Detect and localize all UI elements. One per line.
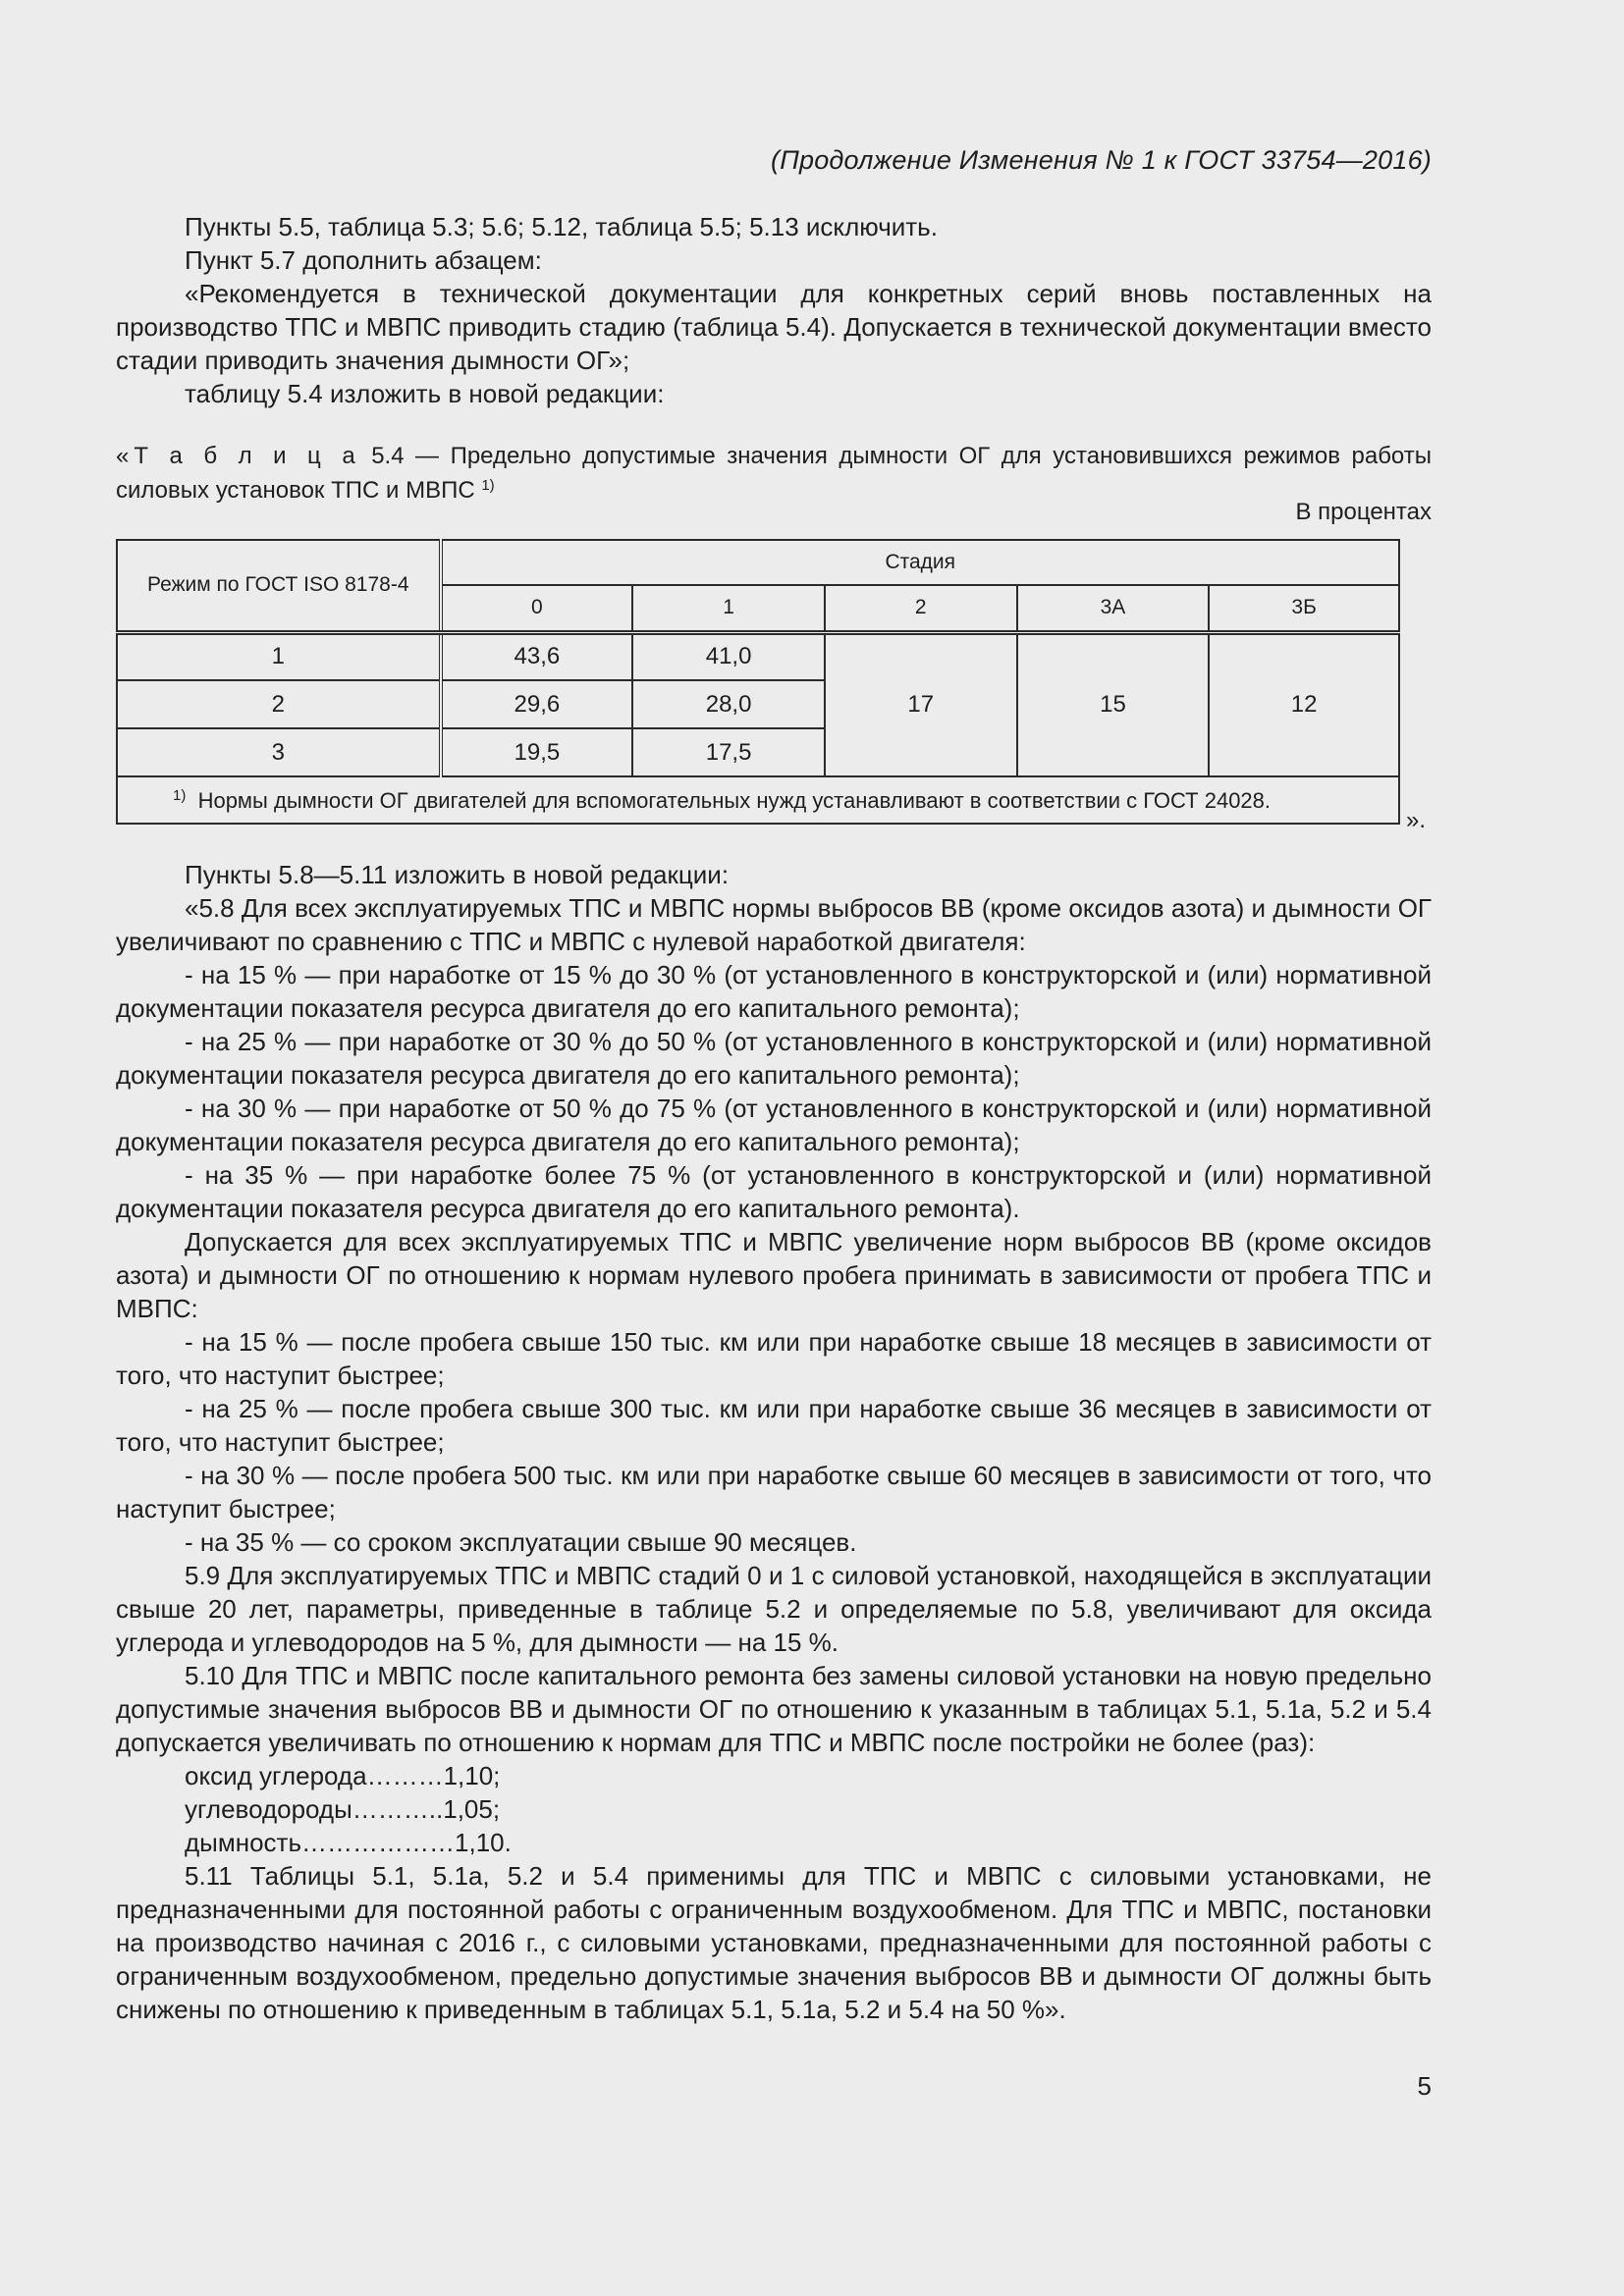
table-caption-text: 5.4 — Предельно допустимые значения дымности ОГ для установившихся режимов работы силовых установок ТПС и МВПС [116, 443, 1432, 504]
stage-col-header: 3А [1017, 585, 1210, 632]
paragraph: «Рекомендуется в технической документации для конкретных серий вновь поставленных на производство ТПС и МВПС приводить стадию (таблица 5.4). Допускается в технической документации вместо стадии приводить значения дымности ОГ»; [116, 279, 1432, 375]
paragraph: Пункты 5.8—5.11 изложить в новой редакции: [185, 860, 730, 889]
paragraph: Допускается для всех эксплуатируемых ТПС и МВПС увеличение норм выбросов ВВ (кроме оксидов азота) и дымности ОГ по отношению к нормам нулевого пробега принимать в зависимости от пробега ТПС и МВПС: [116, 1227, 1432, 1323]
table-footnote [117, 776, 1399, 824]
mode-cell: 2 [117, 680, 441, 728]
paragraph: - на 35 % — со сроком эксплуатации свыше 90 месяцев. [185, 1527, 857, 1557]
table-caption-footnote-mark: 1) [481, 477, 495, 494]
paragraph: оксид углерода………1,10; [185, 1761, 501, 1790]
paragraph: Пункты 5.5, таблица 5.3; 5.6; 5.12, таблица 5.5; 5.13 исключить. [185, 212, 938, 241]
table-row [117, 632, 1399, 680]
paragraph: углеводороды………..1,05; [185, 1794, 501, 1824]
footnote-text: Нормы дымности ОГ двигателей для вспомогательных нужд устанавливают в соответствии с ГОСТ 24028. [197, 787, 1272, 813]
footnote-mark: 1) [173, 786, 187, 804]
paragraph: 5.11 Таблицы 5.1, 5.1а, 5.2 и 5.4 применимы для ТПС и МВПС с силовыми установками, не предназначенными для постоянной работы с ограниченным воздухообменом. Для ТПС и МВПС, постановки на производство начиная с 2016 г., с силовыми установками, предназначенными для постоянной работы с ограниченным воздухообменом, предельно допустимые значения выбросов ВВ и дымности ОГ должны быть снижены по отношению к приведенным в таблицах 5.1, 5.1а, 5.2 и 5.4 на 50 %». [116, 1861, 1432, 2024]
paragraph: дымность………………1,10. [185, 1828, 512, 1857]
value-cell: 41,0 [632, 632, 825, 680]
stage-col-header: 3Б [1209, 585, 1399, 632]
paragraph: - на 30 % — при наработке от 50 % до 75 % (от установленного в конструкторской и (или) нормативной документации показателя ресурса двигателя до его капитального ремонта); [116, 1094, 1432, 1156]
stage-col-header: 1 [632, 585, 825, 632]
paragraph: 5.9 Для эксплуатируемых ТПС и МВПС стадий 0 и 1 с силовой установкой, находящейся в эксплуатации свыше 20 лет, параметры, приведенные в таблице 5.2 и определяемые по 5.8, увеличивают для оксида углерода и углеводородов на 5 %, для дымности — на 15 %. [116, 1561, 1432, 1657]
paragraph: - на 15 % — при наработке от 15 % до 30 % (от установленного в конструкторской и (или) нормативной документации показателя ресурса двигателя до его капитального ремонта); [116, 960, 1432, 1023]
smoke-limits-table [116, 539, 1400, 825]
value-cell: 19,5 [441, 728, 633, 776]
table-caption [116, 442, 1432, 506]
value-cell-merged: 12 [1209, 632, 1399, 776]
value-cell: 17,5 [632, 728, 825, 776]
document-page [116, 0, 1432, 2296]
paragraph: - на 25 % — при наработке от 30 % до 50 % (от установленного в конструкторской и (или) нормативной документации показателя ресурса двигателя до его капитального ремонта); [116, 1027, 1432, 1090]
stage-col-header: 2 [825, 585, 1017, 632]
page-number: 5 [1417, 2071, 1432, 2101]
table-units: В процентах [1295, 499, 1432, 525]
stage-col-header: 0 [441, 585, 633, 632]
value-cell: 28,0 [632, 680, 825, 728]
stage-header: Стадия [441, 540, 1400, 585]
paragraph: 5.10 Для ТПС и МВПС после капитального ремонта без замены силовой установки на новую предельно допустимые значения выбросов ВВ и дымности ОГ по отношению к указанным в таблицах 5.1, 5.1а, 5.2 и 5.4 допускается увеличивать по отношению к нормам для ТПС и МВПС после постройки не более (раз): [116, 1661, 1432, 1757]
mode-cell: 3 [117, 728, 441, 776]
value-cell: 43,6 [441, 632, 633, 680]
table-end-quote: ». [1406, 807, 1427, 833]
paragraph: - на 35 % — при наработке более 75 % (от установленного в конструкторской и (или) нормативной документации показателя ресурса двигателя до его капитального ремонта). [116, 1160, 1432, 1223]
value-cell: 29,6 [441, 680, 633, 728]
paragraph: - на 15 % — после пробега свыше 150 тыс. км или при наработке свыше 18 месяцев в зависимости от того, что наступит быстрее; [116, 1327, 1432, 1390]
intro-text [116, 210, 1432, 410]
mode-cell: 1 [117, 632, 441, 680]
paragraph: таблицу 5.4 изложить в новой редакции: [185, 379, 665, 408]
paragraph: - на 25 % — после пробега свыше 300 тыс. км или при наработке свыше 36 месяцев в зависимости от того, что наступит быстрее; [116, 1394, 1432, 1457]
value-cell-merged: 15 [1017, 632, 1210, 776]
paragraph: Пункт 5.7 дополнить абзацем: [185, 245, 542, 275]
running-header: (Продолжение Изменения № 1 к ГОСТ 33754—2016) [771, 145, 1432, 175]
paragraph: «5.8 Для всех эксплуатируемых ТПС и МВПС нормы выбросов ВВ (кроме оксидов азота) и дымности ОГ увеличивают по сравнению с ТПС и МВПС с нулевой наработкой двигателя: [116, 893, 1432, 956]
mode-header: Режим по ГОСТ ISO 8178-4 [117, 540, 441, 632]
value-cell-merged: 17 [825, 632, 1017, 776]
table-caption-prefix: «Т а б л и ц а [116, 443, 360, 469]
main-text [116, 858, 1432, 2026]
paragraph: - на 30 % — после пробега 500 тыс. км или при наработке свыше 60 месяцев в зависимости от того, что наступит быстрее; [116, 1461, 1432, 1523]
